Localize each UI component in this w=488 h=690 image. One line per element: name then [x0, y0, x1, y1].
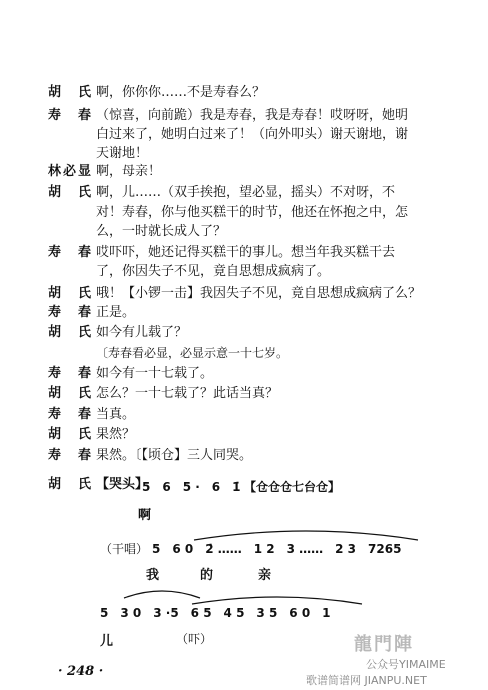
dialogue-text: 怎么？一十七载了？此话当真？	[96, 386, 279, 401]
dialogue-text: 啊，你你你……不是寿春么？	[96, 85, 266, 100]
dialogue-text: 了，你因失子不见，竟自思想成疯病了。	[96, 264, 331, 279]
speaker-name: 胡 氏	[48, 325, 94, 340]
dialogue-text: 当真。	[96, 407, 136, 422]
speaker-name: 胡 氏	[48, 386, 94, 401]
score-row1-gong: 【仓仓仓七台仓】	[244, 480, 341, 494]
page-number: · 248 ·	[58, 664, 104, 679]
speaker-name: 寿 春	[48, 245, 94, 260]
speaker-name: 胡 氏	[48, 427, 94, 442]
score-row1-notes: 5 6 5 · 6 1̇	[142, 480, 241, 494]
dialogue-text: 如今有儿载了？	[96, 325, 188, 340]
stage-direction: 〔寿春看必显，必显示意一十七岁。	[96, 346, 289, 360]
speaker-name: 林必显	[48, 164, 94, 179]
score-row3-lyric-2: （吓）	[176, 632, 213, 646]
dialogue-text: 正是。	[96, 305, 136, 320]
score-row3-notes: 5 3 0 3 ·5 6 5 4 5 3 5 6 0 1	[100, 606, 331, 620]
watermark-line2: 歌谱简谱网 JIANPU.NET	[306, 674, 427, 687]
speaker-name: 寿 春	[48, 305, 94, 320]
dialogue-text: 白过来了，她明白过来了！（向外叩头）谢天谢地，谢	[96, 127, 409, 142]
score-row2-lyric-3: 亲	[258, 568, 272, 583]
dialogue-text: 哎吓吓，她还记得买糕干的事儿。想当年我买糕干去	[96, 245, 396, 260]
score-row3-lyric-1: 儿	[100, 634, 114, 649]
dialogue-text: 啊，儿……（双手挨抱，望必显，摇头）不对呀，不	[96, 185, 396, 200]
speaker-name: 寿 春	[48, 407, 94, 422]
speaker-name: 寿 春	[48, 108, 94, 123]
speaker-name: 胡 氏	[48, 286, 94, 301]
score-speaker: 胡 氏	[48, 477, 94, 492]
score-row2-lyric-1: 我	[146, 568, 160, 583]
dialogue-text: 啊，母亲！	[96, 164, 162, 179]
speaker-name: 寿 春	[48, 448, 94, 463]
speaker-name: 寿 春	[48, 366, 94, 381]
speaker-name: 胡 氏	[48, 85, 94, 100]
score-row1-lyric: 啊	[138, 508, 152, 523]
dialogue-text: 果然。〔【顷仓】三人同哭。	[96, 448, 253, 463]
watermark-logo: 龍門陣	[354, 634, 414, 655]
score-row2-lyric-2: 的	[200, 568, 214, 583]
score-row2-notes: 5 6 0 2̇ …… 1 2 3 …… 2 3 7265	[152, 542, 402, 556]
speaker-name: 胡 氏	[48, 185, 94, 200]
dialogue-text: （惊喜，向前跪）我是寿春，我是寿春！哎呀呀，她明	[96, 108, 409, 123]
dialogue-text: 对！寿春，你与他买糕干的时节，他还在怀抱之中，怎	[96, 205, 409, 220]
score-row2-label: （干唱）	[100, 542, 149, 556]
dialogue-text: 果然？	[96, 427, 136, 442]
watermark-line1: 公众号YIMAIME	[366, 658, 446, 671]
dialogue-text: 哦！【小锣一击】我因失子不见，竟自思想成疯病了么？	[96, 286, 422, 301]
score-cue: 【哭头】	[96, 477, 149, 492]
dialogue-text: 天谢地！	[96, 146, 149, 161]
dialogue-text: 么，一时就长成人了？	[96, 224, 227, 239]
dialogue-text: 如今有一十七载了。	[96, 366, 214, 381]
